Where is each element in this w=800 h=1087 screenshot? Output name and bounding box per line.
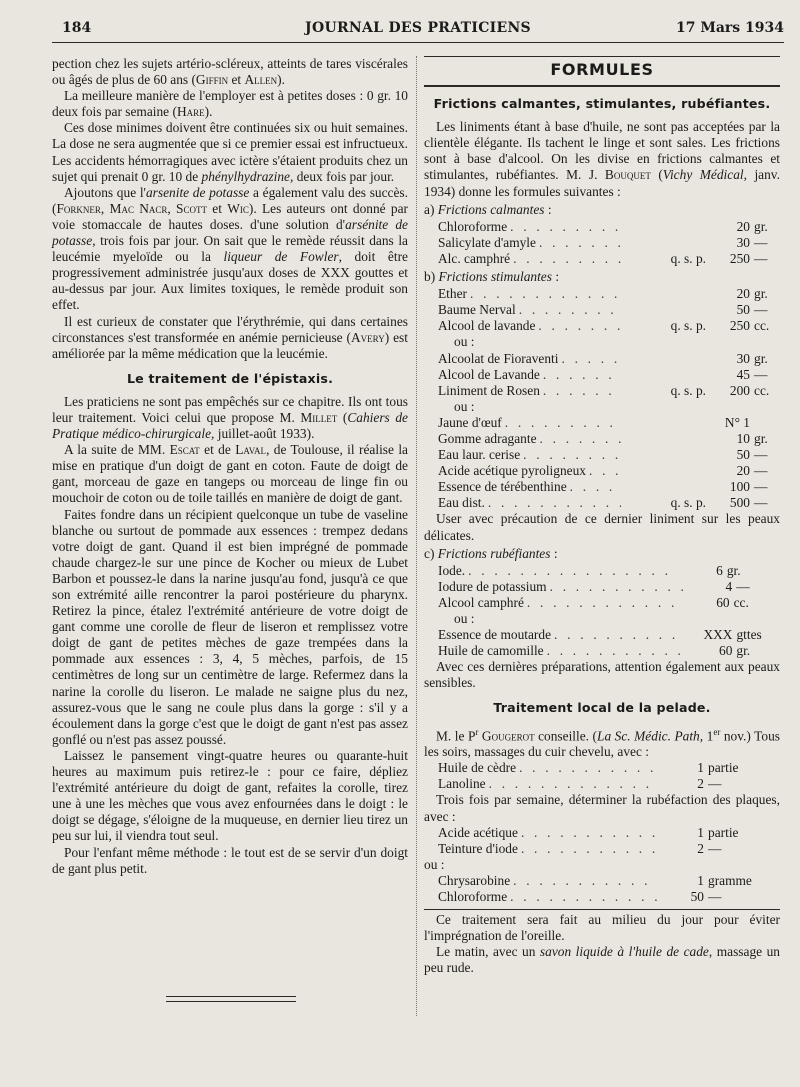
recipe-row: Salicylate d'amyle . . . 30 —	[424, 235, 780, 251]
recipe-row: Chloroforme . . . 20 gr.	[424, 219, 780, 235]
paragraph-doses-minimes: Ces dose minimes doivent être continuées six ou huit semaines. La dose ne sera augmentée que si ce premier essai est infructueux. Les accidents hémorragiques avec ictère s'étaient produits chez un sujet qui prenait 0 gr. 10 de phénylhydrazine, deux fois par jour.	[52, 120, 408, 184]
recipe-row: Essence de moutarde . . . XXX gttes	[424, 627, 780, 643]
paragraph-precaution: User avec précaution de ce dernier liniment sur les peaux délicates.	[424, 511, 780, 543]
heading-pelade: Traitement local de la pelade.	[493, 700, 711, 716]
left-column	[52, 56, 408, 877]
recipe-row: Alcoolat de Fioraventi . . . 30 gr.	[424, 351, 780, 367]
recipe-row: Alcool de Lavande . . . 45 —	[424, 367, 780, 383]
recipe-row: Essence de térébenthine . . . 100 —	[424, 479, 780, 495]
recipe-row: Lanoline . . . 2 —	[424, 776, 780, 792]
paragraph-dosage: La meilleure manière de l'employer est à petites doses : 0 gr. 10 deux fois par semaine (Hare).	[52, 88, 408, 120]
paragraph-attention: Avec ces dernières préparations, attention également aux peaux sensibles.	[424, 659, 780, 691]
ou-separator: ou :	[454, 398, 475, 414]
right-column	[424, 56, 780, 976]
recipe-row: Alcool camphré . . . 60 cc.	[424, 595, 780, 611]
article-end-rule	[166, 996, 296, 1002]
paragraph-trois-fois: Trois fois par semaine, déterminer la rubéfaction des plaques, avec :	[424, 792, 780, 824]
running-header	[52, 18, 784, 42]
journal-title: JOURNAL DES PRATICIENS	[305, 20, 531, 36]
recipe-row: Acide acétique pyroligneux . . . 20 —	[424, 463, 780, 479]
recipe-list-b1	[424, 286, 780, 334]
recipe-row: Teinture d'iode . . . 2 —	[424, 841, 780, 857]
label-frictions-rubefiantes: c) Frictions rubéfiantes :	[424, 545, 558, 561]
paragraph-arsenite: Ajoutons que l'arsenite de potasse a également valu des succès. (Forkner, Mac Nacr, Scott et Wic). Les auteurs ont donné par voie stomaccale de hautes doses. d'une solution d'arsénite de potasse, trois fois par jour. On sait que le remède réussit dans la leucémie myeloïde ou la liqueur de Fowler, doit être progressivement administrée jusqu'aux doses de XXX gouttes et au-dessus par jour. Aux limites toxiques, le remède produit son effet.	[52, 184, 409, 313]
recipe-list-c2	[424, 627, 780, 659]
paragraph-gougerot: M. le $P^r$ Gougerot conseille. (La Sc. Médic. Path, 1er nov.) Tous les soirs, massages du cuir chevelu, avec :	[424, 726, 780, 760]
recipe-row: Iode. . . . 6 gr.	[424, 563, 780, 579]
formules-bottom-rule	[424, 85, 780, 87]
recipe-row: Eau dist. . . . q. s. p. 500 —	[424, 495, 780, 511]
recipe-row: Alcool de lavande . . . q. s. p. 250 cc.	[424, 318, 780, 334]
recipe-row: Jaune d'œuf . . . N° 1	[424, 415, 780, 431]
label-frictions-calmantes: a) Frictions calmantes :	[424, 201, 552, 217]
paragraph-enfant: Pour l'enfant même méthode : le tout est de se servir d'un doigt de gant plus petit.	[52, 844, 408, 876]
section-title-formules: FORMULES	[550, 60, 654, 79]
recipe-row: Huile de cèdre . . . 1 partie	[424, 760, 780, 776]
recipe-row: Alc. camphré . . . q. s. p. 250 —	[424, 251, 780, 267]
recipe-list-pelade-2	[424, 825, 780, 857]
ou-separator: ou :	[454, 611, 475, 626]
paragraph-faites-fondre: Faites fondre dans un récipient quelconque un tube de vaseline blanche ou surtout de pommade aux essences : trempez dedans votre doigt de gant. Quand il est bien imprégné de pommade chaude chargez-le sur une pince de Kocher ou mieux de Lubet Barbon et poussez-le dans la narine jusqu'au fond, jusqu'à ce que son extrémité aille rencontrer la paroi postérieure du pharynx. Retirez la pince, étalez l'extrémité antérieure de votre doigt de gant comme une corolle de fleur de liseron et remplissez votre doigt de gant de petites mèches de gaze trempées dans la pommade aux essences : 3, 4, 5 mèches, parfois, de 15 centimètres de long sur un centimètre de large. Refermez dans la narine la corolle du liseron. Le malade ne saigne plus du nez, assurez-vous que le sang ne coule plus dans la gorge : s'il y a écoulement dans la gorge c'est que le doigt de gant n'est pas assez gonflé ou n'est pas assez poussé.	[52, 506, 408, 747]
heading-frictions: Frictions calmantes, stimulantes, rubéfiantes.	[433, 96, 771, 112]
paragraph-pansement: Laissez le pansement vingt-quatre heures ou quarante-huit heures au maximum puis retirez-le : pour ce faire, dépliez l'extrémité antérieure du doigt de gant, refaites la corolle, tirez une à une les mèches que vous avez enfournées dans le doigt : le doigt se dégage, s'éloigne de la muqueuse, en dernier lieu tirez un peu sur lui, il viendra tout seul.	[52, 747, 408, 844]
recipe-list-b2	[424, 351, 780, 399]
recipe-row: Huile de camomille . . . 60 gr.	[424, 643, 780, 659]
label-frictions-stimulantes: b) Frictions stimulantes :	[424, 269, 560, 285]
recipe-row: Eau laur. cerise . . . 50 —	[424, 447, 780, 463]
ou-separator: ou :	[454, 334, 475, 350]
pelade-rule	[424, 909, 780, 910]
ou-separator: ou :	[424, 856, 445, 872]
recipe-row: Liniment de Rosen . . . q. s. p. 200 cc.	[424, 383, 780, 399]
recipe-row: Acide acétique . . . 1 partie	[424, 825, 780, 841]
paragraph-praticiens: Les praticiens ne sont pas empêchés sur ce chapitre. Ils ont tous leur traitement. Voici celui que propose M. Millet (Cahiers de Pratique médico-chirurgicale, juillet-août 1933).	[52, 393, 408, 442]
recipe-row: Iodure de potassium . . . 4 —	[424, 579, 780, 595]
paragraph-milieu-du-jour: Ce traitement sera fait au milieu du jour pour éviter l'imprégnation de l'oreille.	[424, 912, 780, 944]
recipe-row: Ether . . . 20 gr.	[424, 286, 780, 302]
heading-epistaxis: Le traitement de l'épistaxis.	[126, 370, 334, 386]
paragraph-liniments: Les liniments étant à base d'huile, ne sont pas acceptées par la clientèle élégante. Ils tachent le linge et sont sales. Les frictions sont à base d'alcool. On les divise en frictions calmantes et stimulantes, rubéfiantes. M. J. Bouquet (Vichy Médical, janv. 1934) donne les formules suivantes :	[424, 119, 780, 199]
recipe-row: Chloroforme . . . 50 —	[424, 889, 780, 905]
recipe-row: Gomme adragante . . . 10 gr.	[424, 431, 780, 447]
paragraph-arterio: pection chez les sujets artério-scléreux, atteints de tares viscérales ou âgés de plus de 60 ans (Giffin et Allen).	[52, 56, 408, 88]
recipe-list-a	[424, 219, 780, 267]
header-rule	[52, 42, 784, 43]
recipe-list-pelade-1	[424, 760, 780, 792]
issue-date: 17 Mars 1934	[675, 20, 784, 36]
paragraph-escat-laval: A la suite de MM. Escat et de Laval, de Toulouse, il réalise la mise en pratique d'un doigt de gant en coton. Faute de doigt de gant, morceau de gaze en tangeps ou morceau de linge fin ou mouchoir de coton ou de toile taillés en manière de doigt de gant.	[52, 442, 408, 506]
column-divider	[416, 56, 417, 1016]
recipe-row: Baume Nerval . . . 50 —	[424, 302, 780, 318]
recipe-list-b3	[424, 415, 780, 512]
recipe-list-pelade-3	[424, 873, 780, 905]
page-number: 184	[62, 20, 92, 36]
recipe-list-c1	[424, 563, 780, 611]
paragraph-savon: Le matin, avec un savon liquide à l'huile de cade, massage un peu rude.	[424, 944, 780, 976]
recipe-row: Chrysarobine . . . 1 gramme	[424, 873, 780, 889]
paragraph-erythremie: Il est curieux de constater que l'érythrémie, qui dans certaines circonstances s'est transformée en anémie pernicieuse (Avery) est améliorée par la même médication que la leucémie.	[52, 313, 408, 361]
